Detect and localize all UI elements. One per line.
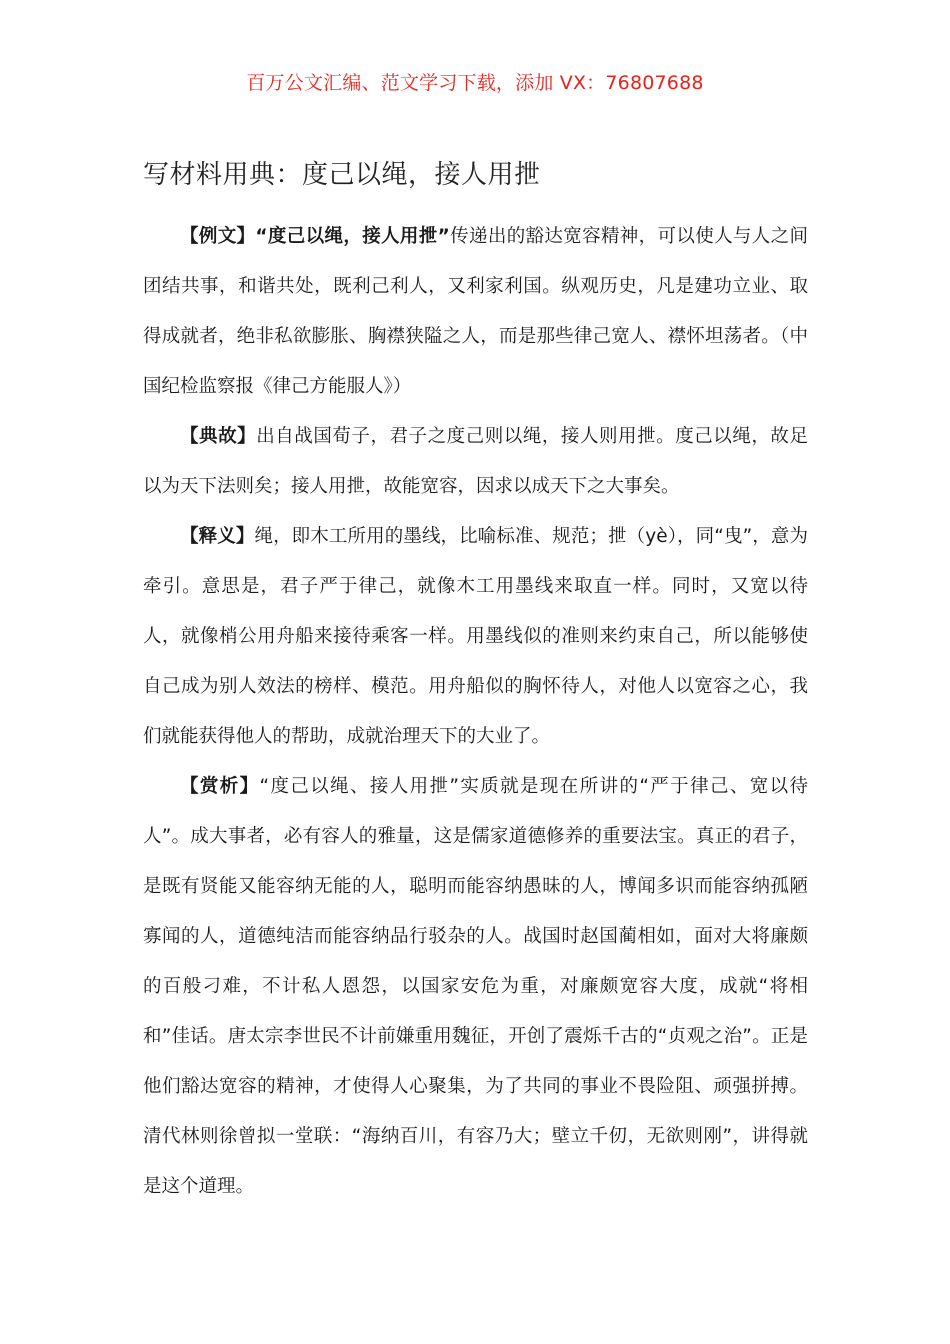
paragraph-text-example: 传递出的豁达宽容精神，可以使人与人之间团结共事，和谐共处，既利己利人，又利家利国。纵观历史，凡是建功立业、取得成就者，绝非私欲膨胀、胸襟狭隘之人，而是那些律己宽人、襟怀坦荡者。（中国纪检监察报《律己方能服人》） xyxy=(143,226,808,397)
example-quote: “度己以绳，接人用抴” xyxy=(255,226,450,247)
paragraph-tag-meaning: 【释义】 xyxy=(180,526,255,547)
paragraph-tag-allusion: 【典故】 xyxy=(180,426,257,447)
document-title: 写材料用典：度己以绳，接人用抴 xyxy=(143,160,541,190)
paragraph-allusion xyxy=(143,412,808,512)
header-contact-note: 百万公文汇编、范文学习下载，添加 VX：76807688 xyxy=(246,72,704,94)
paragraph-text-meaning: 绳，即木工所用的墨线，比喻标准、规范；抴（yè），同“曳”，意为牵引。意思是，君子严于律己，就像木工用墨线来取直一样。同时，又宽以待人，就像梢公用舟船来接待乘客一样。用墨线似的准则来约束自己，所以能够使自己成为别人效法的榜样、模范。用舟船似的胸怀待人，对他人以宽容之心，我们就能获得他人的帮助，成就治理天下的大业了。 xyxy=(143,526,808,747)
paragraph-appreciation xyxy=(143,762,808,1212)
paragraph-meaning xyxy=(143,512,808,762)
paragraph-text-appreciation: “度己以绳、接人用抴”实质就是现在所讲的“严于律己、宽以待人”。成大事者，必有容人的雅量，这是儒家道德修养的重要法宝。真正的君子，是既有贤能又能容纳无能的人，聪明而能容纳愚昧的人，博闻多识而能容纳孤陋寡闻的人，道德纯洁而能容纳品行驳杂的人。战国时赵国蔺相如，面对大将廉颇的百般刁难，不计私人恩怨，以国家安危为重，对廉颇宽容大度，成就“将相和”佳话。唐太宗李世民不计前嫌重用魏征，开创了震烁千古的“贞观之治”。正是他们豁达宽容的精神，才使得人心聚集，为了共同的事业不畏险阻、顽强拼搏。清代林则徐曾拟一堂联：“海纳百川，有容乃大；壁立千仞，无欲则刚”，讲得就是这个道理。 xyxy=(143,776,808,1197)
document-body xyxy=(143,212,808,1212)
paragraph-tag-example: 【例文】 xyxy=(180,226,256,247)
paragraph-tag-appreciation: 【赏析】 xyxy=(180,776,260,797)
paragraph-text-allusion: 出自战国荀子，君子之度己则以绳，接人则用抴。度己以绳，故足以为天下法则矣；接人用抴，故能宽容，因求以成天下之大事矣。 xyxy=(143,426,808,497)
paragraph-example xyxy=(143,212,808,412)
